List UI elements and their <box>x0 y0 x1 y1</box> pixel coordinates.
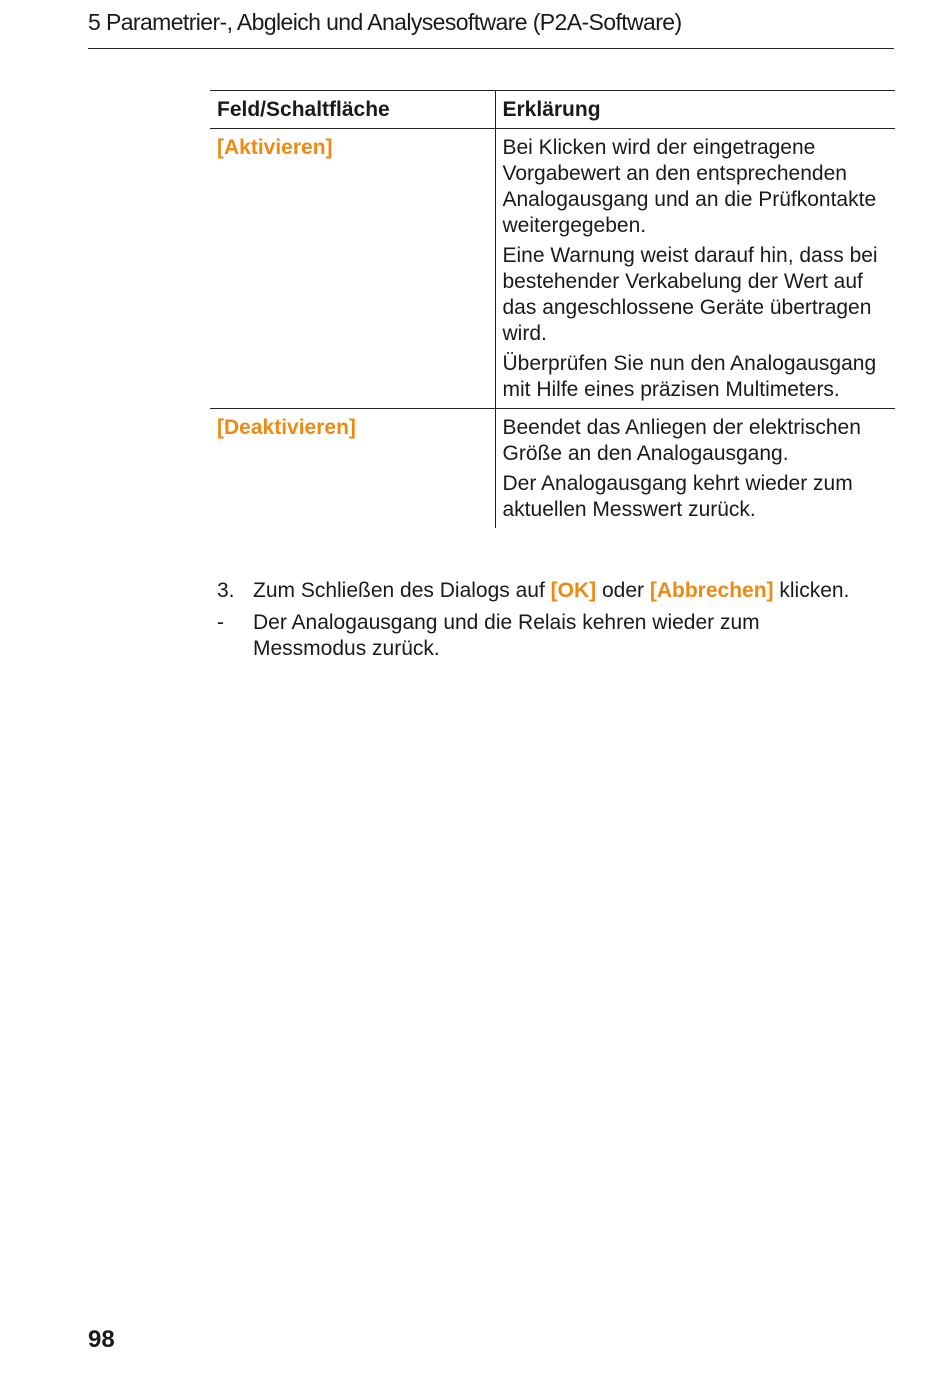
column-header-explanation: Erklärung <box>495 91 895 129</box>
instruction-steps <box>217 578 857 668</box>
field-name-aktivieren: [Aktivieren] <box>217 136 333 159</box>
step-text-part: oder <box>596 579 650 602</box>
step-result <box>217 610 857 662</box>
field-cell <box>210 409 495 529</box>
field-name-deaktivieren: [Deaktivieren] <box>217 416 356 439</box>
ok-button-reference: [OK] <box>550 579 597 602</box>
result-text: Der Analogausgang und die Relais kehren wieder zum Messmodus zurück. <box>253 611 760 660</box>
explanation-paragraph: Der Analogausgang kehrt wieder zum aktuellen Messwert zurück. <box>502 472 853 521</box>
result-marker: - <box>217 611 224 634</box>
step-text <box>253 578 857 604</box>
explanation-table <box>210 90 895 528</box>
page-header-title: 5 Parametrier-, Abgleich und Analysesoftware (P2A-Software) <box>88 9 682 35</box>
table-row <box>210 129 895 409</box>
step-3 <box>217 578 857 604</box>
explanation-paragraph: Beendet das Anliegen der elektrischen Größe an den Analogausgang. <box>502 416 861 465</box>
explanation-cell <box>495 409 895 529</box>
field-cell <box>210 129 495 409</box>
step-number: 3. <box>217 579 235 602</box>
table-row <box>210 409 895 529</box>
explanation-paragraph: Eine Warnung weist darauf hin, dass bei bestehender Verkabelung der Wert auf das angeschlossene Geräte übertragen wird. <box>502 244 878 345</box>
explanation-cell <box>495 129 895 409</box>
table-header-row <box>210 91 895 129</box>
page-number: 98 <box>88 1326 115 1353</box>
cancel-button-reference: [Abbrechen] <box>649 579 774 602</box>
column-header-field: Feld/Schaltfläche <box>210 91 495 129</box>
explanation-paragraph: Überprüfen Sie nun den Analogausgang mit Hilfe eines präzisen Multimeters. <box>502 352 877 401</box>
explanation-paragraph: Bei Klicken wird der eingetragene Vorgabewert an den entsprechenden Analogausgang und an die Prüfkontakte weitergegeben. <box>502 136 877 237</box>
header-divider <box>88 48 894 49</box>
step-text-part: Zum Schließen des Dialogs auf <box>253 579 551 602</box>
step-text-part: klicken. <box>773 579 850 602</box>
